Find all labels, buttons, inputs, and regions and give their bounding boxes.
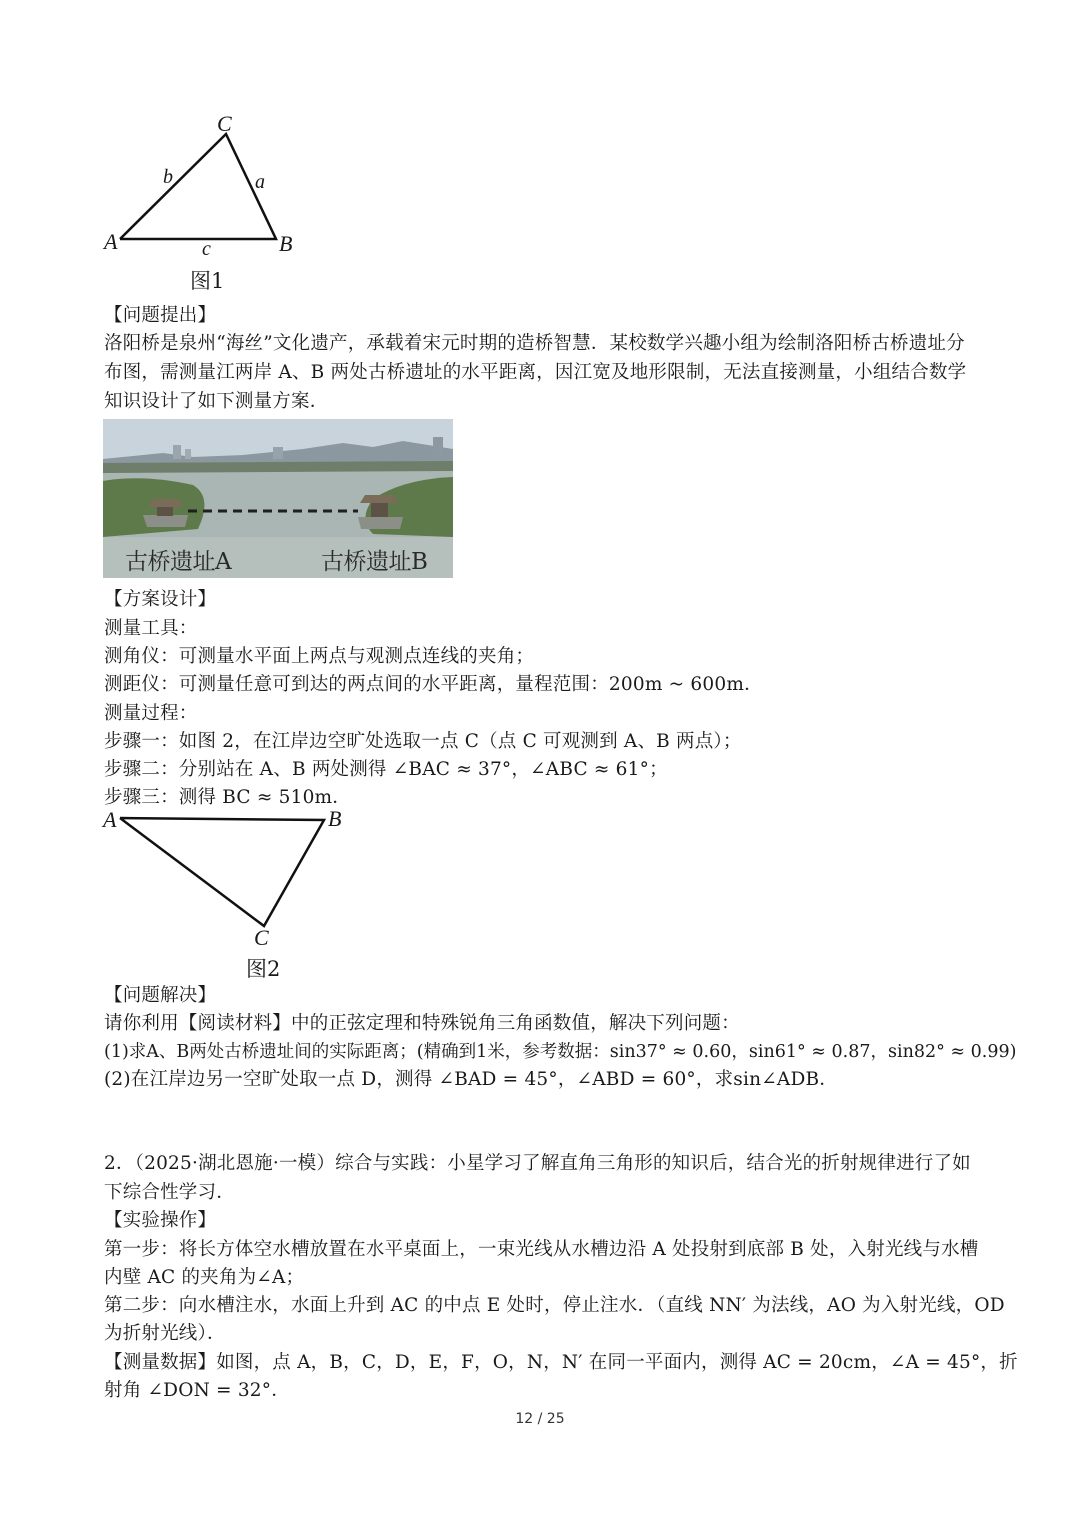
section-header-problem: 【问题提出】 [104, 305, 217, 326]
problem-line-3: 知识设计了如下测量方案． [104, 391, 329, 412]
figure1-vertex-a: A [104, 229, 118, 254]
section-header-experiment: 【实验操作】 [104, 1210, 217, 1231]
measurement-data-a: 【测量数据】如图，点 A，B，C，D，E，F，O，N，N′ 在同一平面内，测得 AC = 20cm，∠A = 45°，折 [104, 1352, 1018, 1373]
figure2-triangle [110, 810, 340, 935]
solve-question-1: (1)求A、B两处古桥遗址间的实际距离；(精确到1米，参考数据：sin37° ≈ 0.60，sin61° ≈ 0.87，sin82° ≈ 0.99) [104, 1042, 1017, 1062]
section-header-solve: 【问题解决】 [104, 985, 217, 1006]
figure2-vertex-c: C [254, 925, 269, 950]
problem-line-2: 布图，需测量江两岸 A、B 两处古桥遗址的水平距离，因江宽及地形限制，无法直接测量，小组结合数学 [104, 362, 967, 383]
page-number: 12 / 25 [515, 1411, 565, 1427]
design-tool-1: 测角仪：可测量水平面上两点与观测点连线的夹角； [104, 646, 535, 667]
figure1-side-c: c [202, 238, 211, 260]
photo-label-a: 古桥遗址A [125, 549, 232, 575]
figure2-triangle-outline [120, 818, 324, 926]
design-process-title: 测量过程： [104, 703, 198, 724]
problem2-line-1: 2．（2025·湖北恩施·一模）综合与实践：小星学习了解直角三角形的知识后，结合光的折射规律进行了如 [104, 1153, 971, 1174]
figure1-vertex-b: B [279, 231, 293, 256]
experiment-step-1a: 第一步：将长方体空水槽放置在水平桌面上，一束光线从水槽边沿 A 处投射到底部 B 处，入射光线与水槽 [104, 1239, 979, 1260]
design-tool-2: 测距仪：可测量任意可到达的两点间的水平距离，量程范围：200m ~ 600m． [104, 674, 763, 695]
experiment-step-1b: 内壁 AC 的夹角为∠A； [104, 1267, 305, 1288]
solve-question-2: (2)在江岸边另一空旷处取一点 D，测得 ∠BAD = 45°，∠ABD = 60°，求sin∠ADB． [104, 1069, 838, 1090]
solve-intro: 请你利用【阅读材料】中的正弦定理和特殊锐角三角函数值，解决下列问题： [104, 1013, 740, 1034]
photo-label-b: 古桥遗址B [321, 549, 428, 575]
design-step-3: 步骤三：测得 BC ≈ 510m． [104, 787, 351, 808]
figure1-vertex-c: C [217, 111, 232, 136]
design-step-2: 步骤二：分别站在 A、B 两处测得 ∠BAC ≈ 37°，∠ABC ≈ 61°； [104, 759, 668, 780]
figure1-side-a: a [255, 171, 265, 193]
design-tools-title: 测量工具： [104, 618, 198, 639]
figure1-side-b: b [163, 166, 173, 188]
figure1-caption: 图1 [190, 269, 225, 293]
figure2-vertex-a: A [103, 807, 117, 832]
experiment-step-2b: 为折射光线）． [104, 1323, 226, 1344]
experiment-step-2a: 第二步：向水槽注水，水面上升到 AC 的中点 E 处时，停止注水．（直线 NN′ 为法线，AO 为入射光线，OD [104, 1295, 1005, 1316]
problem-line-1: 洛阳桥是泉州“海丝”文化遗产，承载着宋元时期的造桥智慧．某校数学兴趣小组为绘制洛阳桥古桥遗址分 [104, 333, 965, 354]
section-header-design: 【方案设计】 [104, 589, 217, 610]
figure2-caption: 图2 [246, 957, 281, 981]
measurement-data-b: 射角 ∠DON = 32°． [104, 1380, 290, 1401]
figure1-triangle-outline [120, 134, 276, 239]
problem2-line-2: 下综合性学习． [104, 1182, 235, 1203]
figure2-vertex-b: B [328, 806, 342, 831]
bridge-ruins-photo [103, 419, 453, 578]
design-step-1: 步骤一：如图 2，在江岸边空旷处选取一点 C（点 C 可观测到 A、B 两点）； [104, 731, 742, 752]
